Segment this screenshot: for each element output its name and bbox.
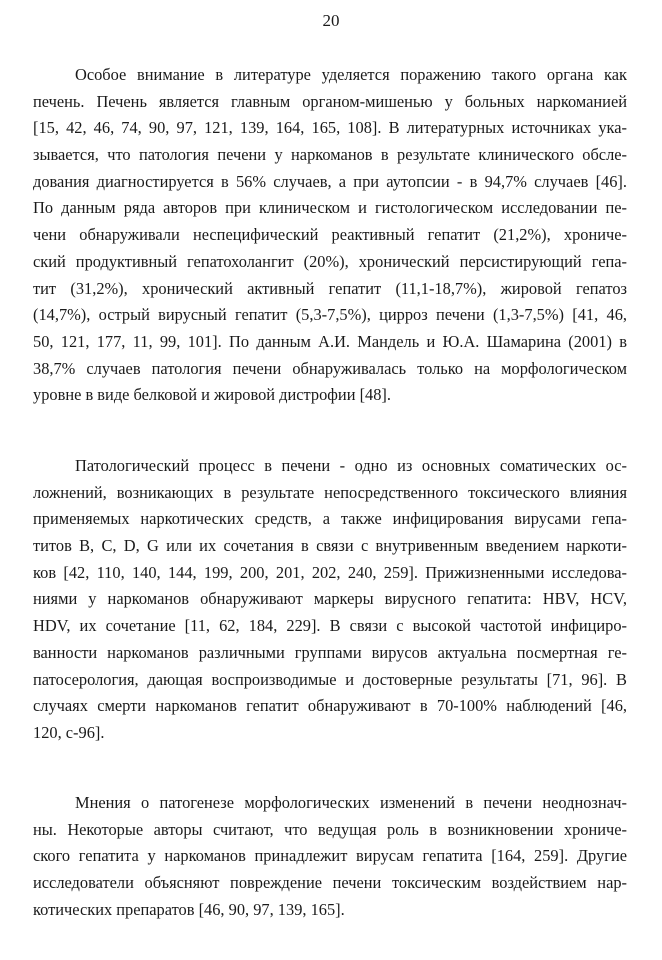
text-line: Патологический процесс в печени - одно из основных соматических ос-: [75, 456, 627, 475]
text-line: ского гепатита у наркоманов принадлежит вирусам гепатита [164, 259]. Другие: [33, 846, 627, 866]
text-line: ванности наркоманов различными группами вирусов актуальна посмертная ге-: [33, 642, 627, 662]
text-line: дования диагностируется в 56% случаев, а при аутопсии - в 94,7% случаев [46].: [33, 171, 627, 191]
text-line: печень. Печень является главным органом-мишенью у больных наркоманией: [33, 91, 627, 111]
text-line: 120, с-96].: [33, 722, 105, 742]
text-line: котических препаратов [46, 90, 97, 139, 165].: [33, 899, 345, 919]
text-line: ниями у наркоманов обнаруживают маркеры вирусного гепатита: HBV, HCV,: [33, 589, 627, 609]
text-line: 38,7% случаев патология печени обнаруживалась только на морфологическом: [33, 358, 627, 378]
text-line: (14,7%), острый вирусный гепатит (5,3-7,5%), цирроз печени (1,3-7,5%) [41, 46,: [33, 305, 627, 325]
text-line: ложнений, возникающих в результате непосредственного токсического влияния: [33, 482, 627, 502]
paragraph-pathological-process: [33, 453, 627, 747]
text-line: Особое внимание в литературе уделяется поражению такого органа как: [75, 65, 627, 84]
paragraph-liver-lesions: [33, 62, 627, 409]
text-line: патосерология, дающая воспроизводимые и достоверные результаты [71, 96]. В: [33, 669, 627, 689]
text-line: титов В, С, D, G или их сочетания в связи с внутривенным введением наркоти-: [33, 536, 627, 556]
text-line: чени обнаруживали неспецифический реактивный гепатит (21,2%), хрониче-: [33, 225, 627, 245]
text-line: 50, 121, 177, 11, 99, 101]. По данным А.И. Мандель и Ю.А. Шамарина (2001) в: [33, 331, 627, 351]
text-line: зывается, что патология печени у наркоманов в результате клинического обсле-: [33, 145, 627, 165]
text-line: тит (31,2%), хронический активный гепатит (11,1-18,7%), жировой гепатоз: [33, 278, 627, 298]
text-line: ны. Некоторые авторы считают, что ведущая роль в возникновении хрониче-: [33, 819, 627, 839]
text-line: применяемых наркотических средств, а также инфицирования вирусами гепа-: [33, 509, 627, 529]
text-line: ский продуктивный гепатохолангит (20%), хронический персистирующий гепа-: [33, 251, 627, 271]
text-line: уровне в виде белковой и жировой дистрофии [48].: [33, 385, 391, 405]
page-number: 20: [322, 11, 340, 30]
text-line: HDV, их сочетание [11, 62, 184, 229]. В связи с высокой частотой инфициро-: [33, 616, 627, 636]
paragraph-pathogenesis: [33, 790, 627, 923]
text-line: случаях смерти наркоманов гепатит обнаруживают в 70-100% наблюдений [46,: [33, 696, 627, 716]
text-line: Мнения о патогенезе морфологических изменений в печени неоднознач-: [75, 793, 627, 812]
text-line: По данным ряда авторов при клиническом и гистологическом исследовании пе-: [33, 198, 627, 218]
text-line: [15, 42, 46, 74, 90, 97, 121, 139, 164, 165, 108]. В литературных источниках ука-: [33, 118, 627, 138]
text-line: ков [42, 110, 140, 144, 199, 200, 201, 202, 240, 259]. Прижизненными исследова-: [33, 562, 627, 582]
text-line: исследователи объясняют повреждение печени токсическим воздействием нар-: [33, 873, 627, 893]
